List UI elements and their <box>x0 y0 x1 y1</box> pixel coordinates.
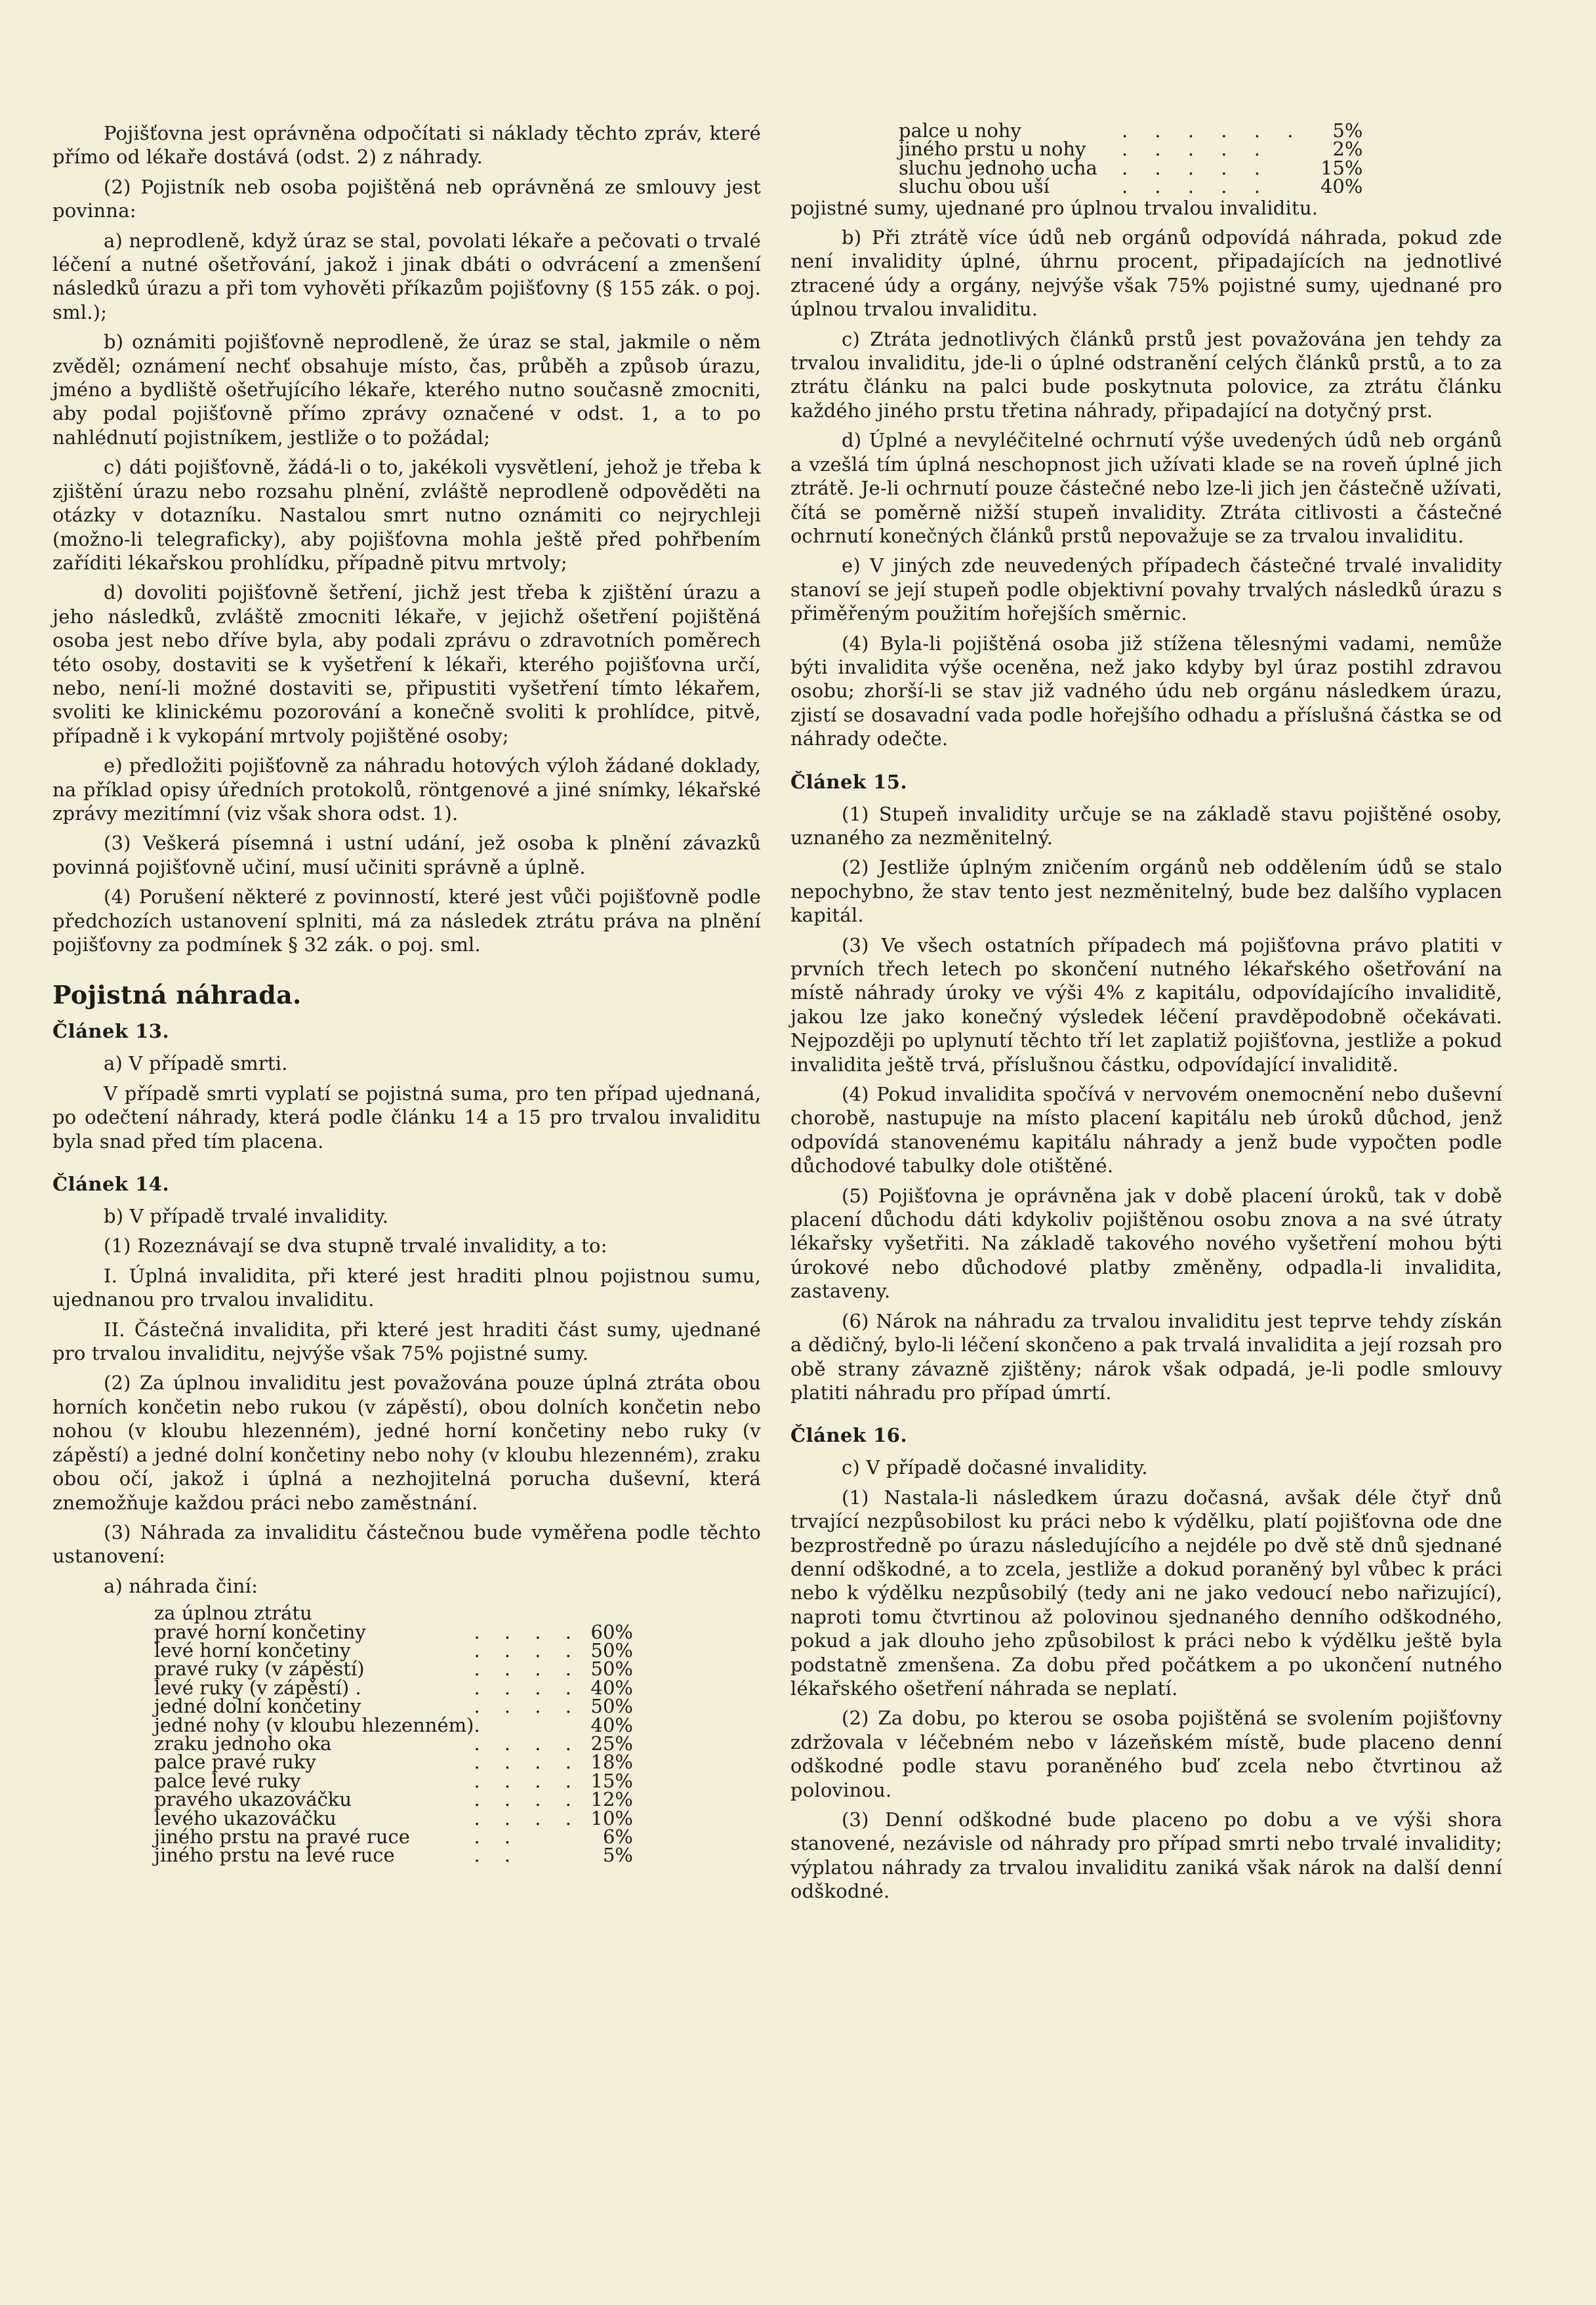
table-row <box>154 1753 633 1771</box>
table-row <box>154 1827 633 1846</box>
paragraph-d: d) Úplné a nevyléčitelné ochrnutí výše uvedených údů neb orgánů a vzešlá tím úplná neschopnost jich užívati klade se na roveň úplné jich ztrátě. Je-li ochrnutí pouze částečné nebo lze-li jich jen částečně užívati, čítá se poměrně nižší stupeň invalidity. Ztráta citlivosti a částečné ochrnutí konečných článků prstů nepovažuje se za trvalou invaliditu. <box>790 429 1502 547</box>
right-column <box>790 121 1502 1909</box>
paragraph: pojistné sumy, ujednané pro úplnou trvalou invaliditu. <box>790 196 1319 219</box>
paragraph: (3) Denní odškodné bude placeno po dobu a ve výši shora stanovené, nezávisle od náhrady pro případ smrti nebo trvalé invalidity; výplatou náhrady za trvalou invaliditu zaniká však nárok na další denní odškodné. <box>790 1808 1502 1903</box>
paragraph-4: (4) Byla-li pojištěná osoba již stížena tělesnými vadami, nemůže býti invalidita výše oceněna, než jako kdyby byl úraz postihl zdravou osobu; zhorší-li se stav již vadného údu neb orgánu následkem úrazu, zjistí se dosavadní vada podle hořejšího odhadu a příslušná částka se od náhrady odečte. <box>790 632 1502 750</box>
table-title-row <box>154 1604 633 1622</box>
table-row <box>154 1846 633 1864</box>
article-16-subtitle: c) V případě dočasné invalidity. <box>842 1456 1148 1479</box>
leader-dots: . . . . . <box>1122 138 1271 161</box>
compensation-table-left <box>154 1604 633 1865</box>
article-13-title: Článek 13. <box>52 1020 170 1043</box>
table-cell-label: jedné dolní končetiny <box>154 1695 361 1718</box>
leader-dots: . . . . . . <box>1122 119 1304 142</box>
table-row <box>154 1716 633 1734</box>
paragraph: (6) Nárok na náhradu za trvalou invaliditu jest teprve tehdy získán a dědičný, bylo-li léčení skončeno a pak trvalá invalidita a její rozsah pro obě strany závazně zjištěny; nárok však odpadá, je-li podle smlouvy platiti náhradu pro případ úmrtí. <box>790 1309 1502 1404</box>
leader-dots: . . . . <box>474 1769 581 1792</box>
leader-dots: . . <box>474 1826 520 1848</box>
table-cell-label: pravé horní končetiny <box>154 1620 366 1643</box>
leader-dots: . . . . <box>474 1751 581 1774</box>
table-cell-label: levého ukazováčku <box>154 1806 337 1829</box>
paragraph-3: (3) Veškerá písemná i ustní udání, jež osoba k plnění závazků povinná pojišťovně učiní, musí učiniti správně a úplně. <box>52 832 761 878</box>
table-cell-label: levé ruky (v zápěstí) . <box>154 1676 361 1699</box>
paragraph-d: d) dovoliti pojišťovně šetření, jichž jest třeba k zjištění úrazu a jeho následků, zvláště zmocniti lékaře, v jejichž ošetření pojištěná osoba jest nebo dříve byla, aby podali zprávu o zdravotních poměrech této osoby, dostaviti se k vyšetření k lékaři, kterého pojišťovna určí, nebo, není-li možné dostaviti se, připustiti vyšetření tímto lékařem, svoliti ke klinickému pozorování a konečně svoliti k prohlídce, pitvě, případně i k vykopání mrtvoly pojištěné osoby; <box>52 581 761 747</box>
paragraph-4: (4) Porušení některé z povinností, které jest vůči pojišťovně podle předchozích ustanovení splniti, má za následek ztrátu práva na plnění pojišťovny za podmínek § 32 zák. o poj. sml. <box>52 886 761 956</box>
table-cell-value: 5% <box>602 1844 633 1867</box>
leader-dots: . . . . <box>474 1676 581 1699</box>
table-cell-value: 2% <box>1332 138 1363 161</box>
table-row <box>154 1734 633 1753</box>
table-row <box>154 1679 633 1697</box>
paragraph-e: e) předložiti pojišťovně za náhradu hotových výloh žádané doklady, na příklad opisy úředních protokolů, röntgenové a jiné snímky, lékařské zprávy mezitímní (viz však shora odst. 1). <box>52 754 761 825</box>
table-cell-value: 40% <box>1320 175 1363 198</box>
table-cell-label: jedné nohy (v kloubu hlezenném) <box>154 1713 474 1736</box>
paragraph-c: c) Ztráta jednotlivých článků prstů jest považována jen tehdy za trvalou invaliditu, jde-li o úplné odstranění celých článků prstů, a to za ztrátu článku na palci bude poskytnuta polovice, za ztrátu článku každého jiného prstu třetina náhrady, připadající na dotyčný prst. <box>790 327 1502 422</box>
left-column <box>52 121 761 1865</box>
article-13-text: V případě smrti vyplatí se pojistná suma, pro ten případ ujednaná, po odečtení náhrady, která podle článku 14 a 15 pro trvalou invaliditu byla snad před tím placena. <box>52 1082 761 1152</box>
paragraph: (3) Náhrada za invaliditu částečnou bude vyměřena podle těchto ustanovení: <box>52 1520 761 1568</box>
compensation-table-right <box>899 121 1362 196</box>
table-row <box>899 121 1362 140</box>
paragraph: (1) Stupeň invalidity určuje se na základě stavu pojištěné osoby, uznaného za nezměnitelný. <box>790 802 1502 849</box>
paragraph: II. Částečná invalidita, při které jest hraditi část sumy, ujednané pro trvalou invaliditu, nejvýše však 75% pojistné sumy. <box>52 1318 761 1365</box>
table-cell-value: 18% <box>590 1751 633 1774</box>
table-cell-value: 40% <box>590 1713 633 1736</box>
table-row <box>154 1641 633 1660</box>
leader-dots: . . . . <box>474 1788 581 1811</box>
table-cell-label: palce levé ruky <box>154 1769 301 1792</box>
paragraph-e: e) V jiných zde neuvedených případech částečné trvalé invalidity stanoví se její stupeň podle objektivní povahy trvalých následků úrazu s přiměřeným použitím hořejších směrnic. <box>790 554 1502 625</box>
table-cell-label: jiného prstu u nohy <box>899 138 1086 161</box>
paragraph: (3) Ve všech ostatních případech má pojišťovna právo platiti v prvních třech letech po skončení nutného lékařského ošetřování na místě náhrady úroky ve výši 4% z kapitálu, odpovídajícího invaliditě, jakou lze jako konečný výsledek léčení pravděpodobně očekávati. Nejpozději po uplynutí těchto tří let zaplatiž pojišťovna, jestliže a pokud invalidita ještě trvá, příslušnou částku, odpovídající invaliditě. <box>790 933 1502 1076</box>
leader-dots: . . . . <box>474 1732 581 1755</box>
paragraph: a) náhrada činí: <box>104 1574 258 1597</box>
table-row <box>899 177 1362 195</box>
paragraph: (1) Rozeznávají se dva stupně trvalé invalidity, a to: <box>104 1234 607 1257</box>
section-heading: Pojistná náhrada. <box>52 980 302 1010</box>
table-cell-label: pravé ruky (v zápěstí) <box>154 1658 365 1681</box>
paragraph: I. Úplná invalidita, při které jest hraditi plnou pojistnou sumu, ujednanou pro trvalou invaliditu. <box>52 1264 761 1311</box>
table-row <box>154 1697 633 1715</box>
table-cell-value: 5% <box>1332 119 1363 142</box>
table-cell-value: 50% <box>590 1639 633 1662</box>
table-cell-value: 15% <box>1320 156 1363 179</box>
table-cell-label: zraku jednoho oka <box>154 1732 332 1755</box>
leader-dots: . . . . <box>474 1806 581 1829</box>
paragraph-b: b) Při ztrátě více údů neb orgánů odpovídá náhrada, pokud zde není invalidity úplné, úhrnu procent, připadajících na jednotlivé ztracené údy a orgány, nejvýše však 75% pojistné sumy, ujednané pro úplnou trvalou invaliditu. <box>790 226 1502 321</box>
article-13-subtitle: a) V případě smrti. <box>104 1052 288 1075</box>
leader-dots: . . . . <box>474 1620 581 1643</box>
paragraph-c: c) dáti pojišťovně, žádá-li o to, jakékoli vysvětlení, jehož je třeba k zjištění úrazu nebo rozsahu plnění, zvláště neprodleně odpověděti na otázky v dotazníku. Nastalou smrt nutno oznámiti co nejrychleji (možno-li telegraficky), aby pojišťovna mohla ještě před pohřbením zaříditi lékařskou prohlídku, případně pitvu mrtvoly; <box>52 456 761 574</box>
table-row <box>154 1660 633 1678</box>
table-cell-label: sluchu obou uší <box>899 175 1050 198</box>
leader-dots: . . . . <box>474 1639 581 1662</box>
paragraph-b: b) oznámiti pojišťovně neprodleně, že úraz se stal, jakmile o něm zvěděl; oznámení nechť obsahuje místo, čas, průběh a způsob úrazu, jméno a bydliště ošetřujícího lékaře, kterého nutno současně zmocniti, aby podal pojišťovně přímo zprávy označené v odst. 1, a to po nahlédnutí pojistníkem, jestliže o to požádal; <box>52 331 761 449</box>
article-14-title: Článek 14. <box>52 1173 170 1196</box>
table-title: za úplnou ztrátu <box>154 1602 312 1625</box>
table-row <box>899 140 1362 158</box>
paragraph: (2) Za dobu, po kterou se osoba pojištěná se svolením pojišťovny zdržovala v léčebném nebo v lázeňském místě, bude placeno denní odškodné podle stavu poraněného buď zcela nebo čtvrtinou až polovinou. <box>790 1707 1502 1801</box>
table-row <box>154 1772 633 1790</box>
leader-dots: . . <box>474 1844 520 1867</box>
article-14-subtitle: b) V případě trvalé invalidity. <box>104 1205 389 1228</box>
paragraph: (1) Nastala-li následkem úrazu dočasná, avšak déle čtyř dnů trvající nezpůsobilost ku práci nebo k výdělku, platí pojišťovna ode dne bezprostředně po úrazu následujícího a nejdéle po dvě stě dnů sjednané denní odškodné, a to zcela, jestliže a dokud poraněný byl vůbec k práci nebo k výdělku nezpůsobilý (tedy ani ne jako vedoucí nebo nařizující), naproti tomu čtvrtinou až polovinou sjednaného denního odškodného, pokud a jak dlouho jeho způsobilost k práci nebo k výdělku ještě byla podstatně zmenšena. Za dobu před počátkem a po ukončení nutného lékařského ošetření náhrada se neplatí. <box>790 1486 1502 1700</box>
leader-dots: . <box>474 1713 489 1736</box>
paragraph: (4) Pokud invalidita spočívá v nervovém onemocnění nebo duševní chorobě, nastupuje na místo placení kapitálu neb úroků důchod, jenž odpovídá stanovenému kapitálu náhrady a jenž bude vypočten podle důchodové tabulky dole otištěné. <box>790 1083 1502 1177</box>
table-cell-label: levé horní končetiny <box>154 1639 351 1662</box>
paragraph: (2) Za úplnou invaliditu jest považována pouze úplná ztráta obou horních končetin nebo rukou (v zápěstí), obou dolních končetin nebo nohou (v kloubu hlezenném), jedné horní končetiny nebo ruky (v zápěstí) a jedné dolní končetiny nebo nohy (v kloubu hlezenném), zraku obou očí, jakož i úplná a nezhojitelná porucha duševní, která znemožňuje každou práci nebo zaměstnání. <box>52 1372 761 1514</box>
paragraph-a: a) neprodleně, když úraz se stal, povolati lékaře a pečovati o trvalé léčení a nutné ošetřování, jakož i jinak dbáti o odvrácení a zmenšení následků úrazu a při tom vyhověti příkazům pojišťovny (§ 155 zák. o poj. sml.); <box>52 229 761 323</box>
article-15-title: Článek 15. <box>790 770 908 793</box>
table-cell-label: palce pravé ruky <box>154 1751 316 1774</box>
leader-dots: . . . . . <box>1122 175 1271 198</box>
table-cell-value: 60% <box>590 1620 633 1643</box>
paragraph: (5) Pojišťovna je oprávněna jak v době placení úroků, tak v době placení důchodu dáti kdykoliv pojištěnou osobu znova a na své útraty lékařsky vyšetřiti. Na základě takového nového vyšetření mohou býti úrokové nebo důchodové platby změněny, odpadla-li invalidita, zastaveny. <box>790 1184 1502 1303</box>
paragraph: Pojišťovna jest oprávněna odpočítati si náklady těchto zpráv, které přímo od lékaře dostává (odst. 2) z náhrady. <box>52 122 761 169</box>
paragraph: (2) Jestliže úplným zničením orgánů neb oddělením údů se stalo nepochybno, že stav tento jest nezměnitelný, bude bez dalšího vyplacen kapitál. <box>790 856 1502 927</box>
table-cell-label: pravého ukazováčku <box>154 1788 352 1811</box>
table-cell-value: 25% <box>590 1732 633 1755</box>
leader-dots: . . . . <box>474 1695 581 1718</box>
leader-dots: . . . . <box>474 1658 581 1681</box>
table-row <box>154 1809 633 1827</box>
paragraph: (2) Pojistník neb osoba pojištěná neb oprávněná ze smlouvy jest povinna: <box>52 175 761 222</box>
table-cell-value: 10% <box>590 1806 633 1829</box>
leader-dots: . . . . . <box>1122 156 1271 179</box>
table-cell-value: 15% <box>590 1769 633 1792</box>
table-cell-value: 50% <box>590 1658 633 1681</box>
table-cell-label: sluchu jednoho ucha <box>899 156 1097 179</box>
table-cell-label: jiného prstu na levé ruce <box>154 1844 395 1867</box>
article-16-title: Článek 16. <box>790 1424 908 1447</box>
table-row <box>154 1623 633 1641</box>
table-cell-value: 40% <box>590 1676 633 1699</box>
table-cell-value: 50% <box>590 1695 633 1718</box>
table-row <box>154 1790 633 1808</box>
table-cell-value: 12% <box>590 1788 633 1811</box>
table-cell-label: jiného prstu na pravé ruce <box>154 1826 410 1848</box>
table-cell-value: 6% <box>602 1826 633 1848</box>
table-row <box>899 159 1362 177</box>
table-cell-label: palce u nohy <box>899 119 1021 142</box>
